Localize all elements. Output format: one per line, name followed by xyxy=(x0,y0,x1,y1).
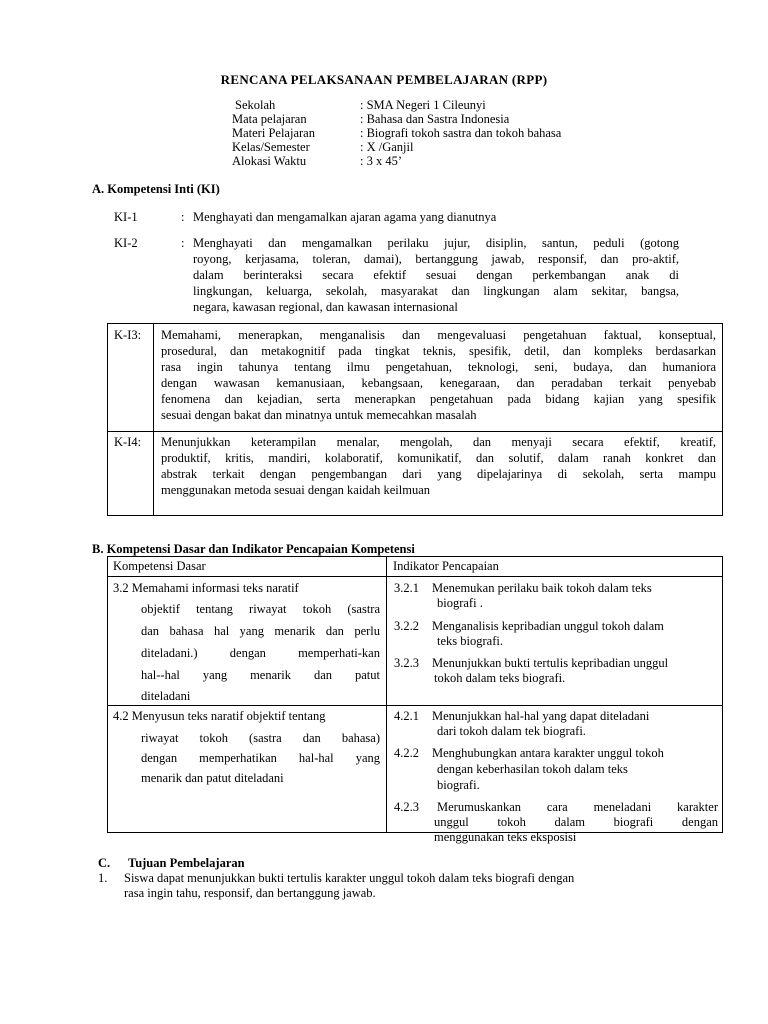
document-title: RENCANA PELAKSANAAN PEMBELAJARAN (RPP) xyxy=(220,72,548,87)
table-divider xyxy=(107,576,723,577)
indicator-line: Menemukan perilaku baik tokoh dalam teks xyxy=(432,581,652,595)
ki2-line: lingkungan, keluarga, sekolah, masyarakat dan lingkungan alam sekitar, bangsa, xyxy=(193,284,679,298)
meta-label: Kelas/Semester xyxy=(232,140,310,154)
table-divider xyxy=(386,556,387,833)
ki1-text: Menghayati dan mengamalkan ajaran agama yang dianutnya xyxy=(193,210,497,224)
ki1-label: KI-1 xyxy=(114,210,138,224)
ki3-line: sesuai dengan bakat dan minatnya untuk memecahkan masalah xyxy=(161,408,477,422)
indicator-line: biografi . xyxy=(437,596,483,610)
section-c-heading: Tujuan Pembelajaran xyxy=(128,856,245,870)
ki3-line: dengan wawasan kemanusiaan, kebangsaan, kenegaraan, dan peradaban terkait penyebab xyxy=(161,376,716,390)
kd-line: menarik dan patut diteladani xyxy=(141,771,284,785)
meta-value: : Bahasa dan Sastra Indonesia xyxy=(360,112,510,126)
table-divider xyxy=(107,705,723,706)
meta-value: : SMA Negeri 1 Cileunyi xyxy=(360,98,486,112)
indicator-line: teks biografi. xyxy=(437,634,503,648)
indicator-line: dari tokoh dalam tek biografi. xyxy=(437,724,586,738)
section-a-heading: A. Kompetensi Inti (KI) xyxy=(92,182,220,196)
meta-value: : 3 x 45’ xyxy=(360,154,403,168)
meta-label: Mata pelajaran xyxy=(232,112,307,126)
ki4-label: K-I4: xyxy=(114,435,142,449)
indicator-line: menggunakan teks eksposisi xyxy=(434,830,577,844)
ki2-line: royong, kerjasama, toleran, damai), bertanggung jawab, responsif, dan pro-aktif, xyxy=(193,252,679,266)
ki3-line: Memahami, menerapkan, menganalisis dan mengevaluasi pengetahuan faktual, konseptual, xyxy=(161,328,716,342)
indicator-line: biografi. xyxy=(437,778,480,792)
kd-line: objektif tentang riwayat tokoh (sastra xyxy=(141,602,380,616)
kd-line: dan bahasa hal yang menarik dan perlu xyxy=(141,624,380,638)
ki2-line: dalam berinteraksi secara efektif sesuai dengan perkembangan anak di xyxy=(193,268,679,282)
meta-label: Alokasi Waktu xyxy=(232,154,307,168)
kd-line: riwayat tokoh (sastra dan bahasa) xyxy=(141,731,380,745)
indicator-line: Menunjukkan hal-hal yang dapat diteladani xyxy=(432,709,650,723)
meta-value: : Biografi tokoh sastra dan tokoh bahasa xyxy=(360,126,562,140)
indicator-number: 3.2.1 xyxy=(394,581,419,595)
section-b-heading: B. Kompetensi Dasar dan Indikator Pencapaian Kompetensi xyxy=(92,542,415,556)
kd-line: diteladani xyxy=(141,689,191,703)
kd-line: 4.2 Menyusun teks naratif objektif tentang xyxy=(113,709,326,723)
ki2-line: Menghayati dan mengamalkan perilaku jujur, disiplin, santun, peduli (gotong xyxy=(193,236,679,250)
ki4-line: produktif, kritis, mandiri, kolaboratif, komunikatif, dan solutif, dalam ranah konkret dan xyxy=(161,451,716,465)
indicator-column-header: Indikator Pencapaian xyxy=(393,559,499,573)
indicator-number: 3.2.2 xyxy=(394,619,419,633)
ki2-colon: : xyxy=(181,236,185,250)
indicator-line: unggul tokoh dalam biografi dengan xyxy=(434,815,718,829)
indicator-line: Merumuskankan cara meneladani karakter xyxy=(437,800,718,814)
table-divider xyxy=(153,323,154,516)
ki1-colon: : xyxy=(181,210,185,224)
kd-line: diteladani.) dengan memperhati-kan xyxy=(141,646,380,660)
ki3-line: prosedural, dan metakognitif pada tingkat teknis, spesifik, detil, dan kompleks berdasarkan xyxy=(161,344,716,358)
meta-label: Sekolah xyxy=(235,98,276,112)
list-item-line: rasa ingin tahu, responsif, dan bertanggung jawab. xyxy=(124,886,376,900)
list-number: 1. xyxy=(98,871,108,885)
indicator-line: Menghubungkan antara karakter unggul tokoh xyxy=(432,746,664,760)
indicator-number: 4.2.1 xyxy=(394,709,419,723)
indicator-line: Menunjukkan bukti tertulis kepribadian unggul xyxy=(432,656,669,670)
kd-column-header: Kompetensi Dasar xyxy=(113,559,206,573)
list-item-line: Siswa dapat menunjukkan bukti tertulis karakter unggul tokoh dalam teks biografi dengan xyxy=(124,871,575,885)
section-c-letter: C. xyxy=(98,856,111,870)
table-divider xyxy=(107,431,723,432)
ki4-line: Menunjukkan keterampilan menalar, mengolah, dan menyaji secara efektif, kreatif, xyxy=(161,435,716,449)
indicator-line: tokoh dalam teks biografi. xyxy=(434,671,566,685)
ki2-line: negara, kawasan regional, dan kawasan internasional xyxy=(193,300,458,314)
meta-value: : X /Ganjil xyxy=(360,140,414,154)
ki3-label: K-I3: xyxy=(114,328,142,342)
ki4-line: menggunakan metoda sesuai dengan kaidah keilmuan xyxy=(161,483,431,497)
indicator-number: 4.2.2 xyxy=(394,746,419,760)
kd-line: hal--hal yang menarik dan patut xyxy=(141,668,380,682)
ki3-line: fenomena dan kejadian, serta menerapkan pengetahuan pada bidang kajian yang spesifik xyxy=(161,392,716,406)
meta-label: Materi Pelajaran xyxy=(232,126,315,140)
kd-line: 3.2 Memahami informasi teks naratif xyxy=(113,581,299,595)
indicator-number: 3.2.3 xyxy=(394,656,419,670)
kd-line: dengan memperhatikan hal-hal yang xyxy=(141,751,380,765)
indicator-line: dengan keberhasilan tokoh dalam teks xyxy=(437,762,628,776)
indicator-line: Menganalisis kepribadian unggul tokoh dalam xyxy=(432,619,664,633)
ki2-label: KI-2 xyxy=(114,236,138,250)
kd-table xyxy=(107,556,723,833)
indicator-number: 4.2.3 xyxy=(394,800,419,814)
ki4-line: abstrak terkait dengan pengembangan dari yang dipelajarinya di sekolah, serta mampu xyxy=(161,467,716,481)
ki3-line: rasa ingin tahunya tentang ilmu pengetahuan, teknologi, seni, budaya, dan humaniora xyxy=(161,360,716,374)
